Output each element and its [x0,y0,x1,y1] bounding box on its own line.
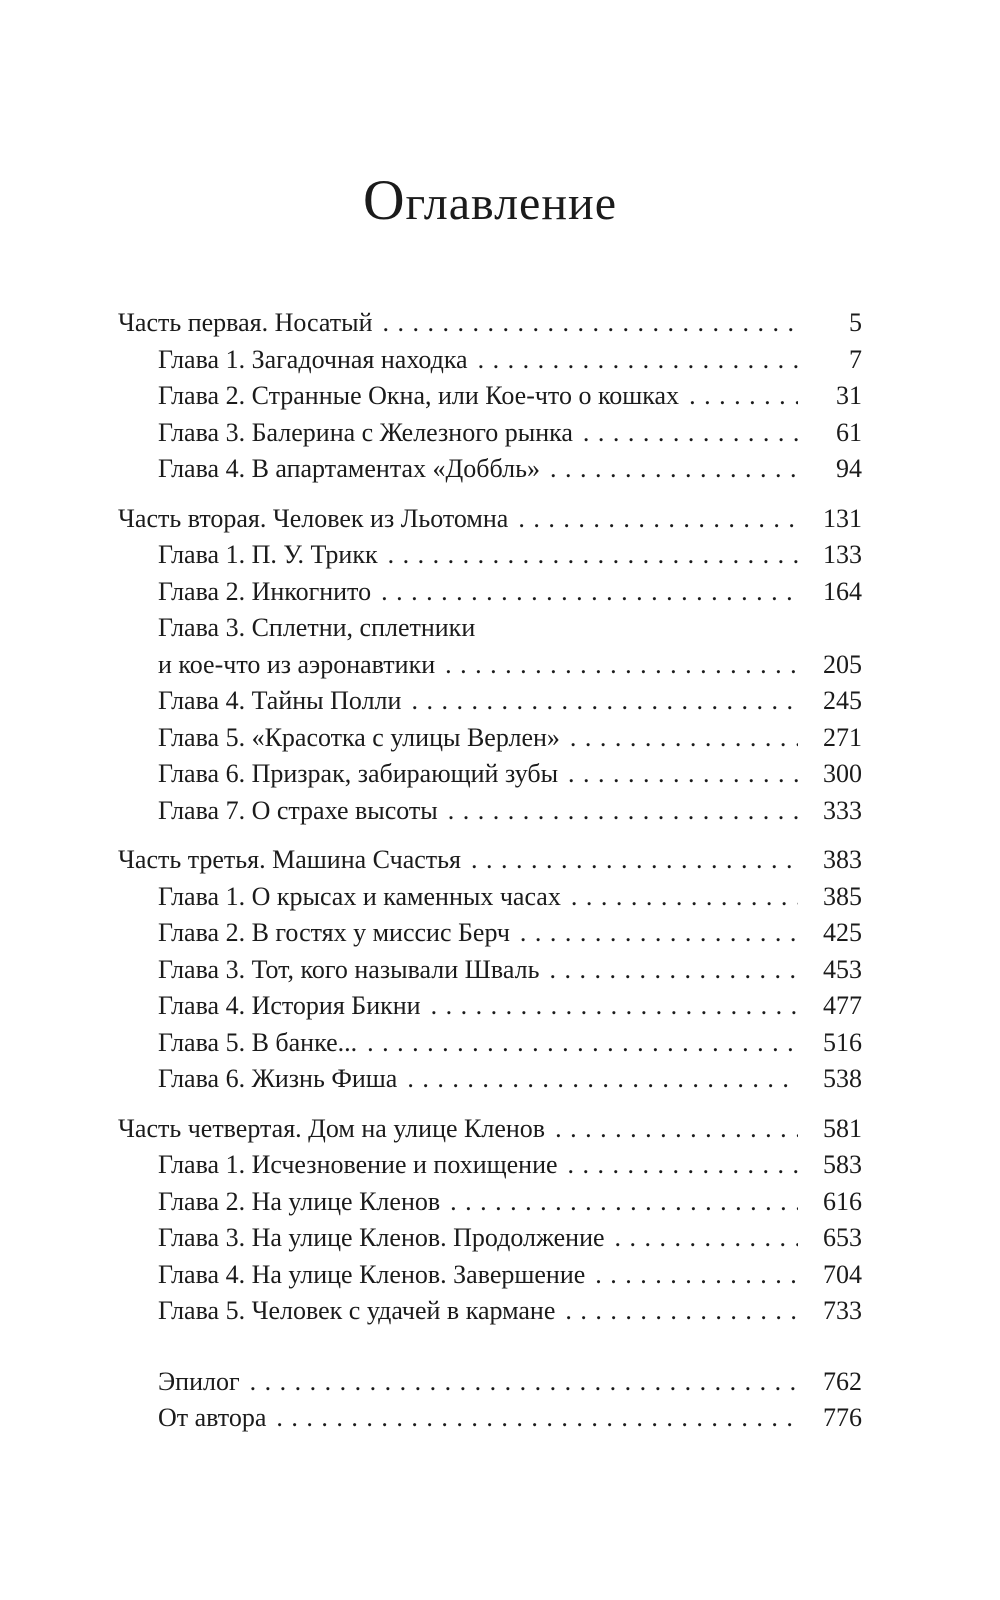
page-number: 383 [823,845,862,874]
toc-entry-title: Глава 1. Исчезновение и похищение [158,1150,558,1179]
dot-leader [583,415,798,452]
toc-chapter-row [118,720,862,757]
dot-leader [520,915,798,952]
toc-chapter-row [118,610,862,647]
dot-leader [568,756,798,793]
page-number: 271 [823,722,862,752]
toc-entry-title: Глава 2. На улице Кленов [158,1186,441,1216]
toc-entry-title: Глава 3. Сплетни, сплетники [158,613,476,642]
toc-entry-title: Часть четвертая. Дом на улице Кленов [118,1113,546,1143]
page-number: 333 [823,795,862,825]
page-title: Оглавление [362,169,618,232]
dot-leader [568,1147,798,1184]
dot-leader [549,952,798,989]
toc-chapter-row [118,451,862,488]
toc-chapter-row [118,537,862,574]
dot-leader [381,574,798,611]
page-number: 581 [823,1113,862,1143]
toc-chapter-row [118,378,862,415]
toc-chapter-row [118,915,862,952]
toc-extra-row [118,1364,862,1401]
toc-entry-title: Глава 4. На улице Кленов. Завершение [158,1259,586,1289]
toc-part-row [118,305,862,342]
dot-leader [411,683,798,720]
toc-entry-title: Глава 3. Балерина с Железного рынка [158,417,573,447]
dot-leader [615,1220,798,1257]
page-number: 164 [823,576,862,606]
toc-chapter-row [118,1184,862,1221]
dot-leader [276,1400,798,1437]
toc-chapter-row [118,1220,862,1257]
toc-chapter-row [118,1025,862,1062]
toc-entry-title: Глава 3. На улице Кленов. Продолжение [158,1223,605,1252]
page-number: 7 [849,344,862,374]
toc-entry-title: Глава 7. О страхе высоты [158,795,438,825]
toc-entry-title: Глава 5. В банке... [158,1027,358,1057]
toc-entry-title: Глава 6. Жизнь Фиша [158,1064,398,1093]
page-number: 616 [823,1186,862,1216]
toc-chapter-row [118,793,862,830]
dot-leader [565,1293,798,1330]
dot-leader [250,1364,798,1401]
dot-leader [571,879,798,916]
toc-entry-title: Глава 2. В гостях у миссис Берч [158,918,510,947]
dot-leader [478,342,798,379]
page-number: 653 [823,1223,862,1252]
toc-entry-title: Часть первая. Носатый [118,308,373,337]
toc-part-row [118,842,862,879]
page-number: 133 [823,540,862,569]
page-number: 538 [823,1064,862,1093]
dot-leader [407,1061,798,1098]
page-number: 704 [823,1259,862,1289]
toc-chapter-row [118,574,862,611]
toc-entry-title: Глава 3. Тот, кого называли Шваль [158,954,540,984]
toc-entry-title: Глава 5. «Красотка с улицы Верлен» [158,722,560,752]
page-number: 385 [823,881,862,911]
toc-chapter-row [118,342,862,379]
page-number: 453 [823,954,862,984]
toc-chapter-row [118,1257,862,1294]
dot-leader [595,1257,798,1294]
dot-leader [555,1111,798,1148]
toc-entry-title: Глава 1. О крысах и каменных часах [158,881,561,911]
page-number: 61 [836,417,862,447]
toc-chapter-row [118,1061,862,1098]
page-number: 245 [823,686,862,715]
toc-chapter-row [118,415,862,452]
toc-chapter-row [118,1147,862,1184]
toc-entry-title: Глава 2. Странные Окна, или Кое-что о кошках [158,381,680,410]
dot-leader [367,1025,798,1062]
page-number: 205 [823,649,862,679]
toc-chapter-row-continued [118,647,862,684]
toc-entry-title: Глава 4. Тайны Полли [158,686,402,715]
toc-list [118,305,862,1330]
toc-chapter-row [118,756,862,793]
toc-chapter-row [118,988,862,1025]
toc-entry-title: Глава 5. Человек с удачей в кармане [158,1296,556,1325]
dot-leader [471,842,798,879]
dot-leader [382,305,798,342]
toc-entry-title: Глава 1. П. У. Трикк [158,540,378,569]
toc-part-row [118,501,862,538]
page-number: 776 [823,1403,862,1432]
page-number: 425 [823,918,862,947]
page-number: 5 [849,308,862,337]
toc-entry-title: Глава 1. Загадочная находка [158,344,468,374]
page-number: 31 [836,381,862,410]
dot-leader [448,793,798,830]
toc-entry-title: От автора [158,1403,267,1432]
toc-entry-title: Эпилог [158,1366,240,1396]
dot-leader [550,451,798,488]
toc-entry-title: Часть вторая. Человек из Льотомна [118,503,509,533]
page-number: 733 [823,1296,862,1325]
dot-leader [445,647,798,684]
page-number: 477 [823,991,862,1020]
page-number: 300 [823,759,862,788]
dot-leader [689,378,798,415]
dot-leader [388,537,798,574]
page-number: 94 [836,454,862,483]
dot-leader [518,501,798,538]
toc-chapter-row [118,1293,862,1330]
dot-leader [450,1184,798,1221]
page-number: 762 [823,1366,862,1396]
toc-entry-title: и кое-что из аэронавтики [158,649,436,679]
toc-chapter-row [118,952,862,989]
page-number: 516 [823,1027,862,1057]
toc-entry-title: Глава 4. История Бикни [158,991,421,1020]
toc-entry-title: Глава 6. Призрак, забирающий зубы [158,759,559,788]
toc-part-row [118,1111,862,1148]
page-number: 583 [823,1150,862,1179]
toc-entry-title: Глава 4. В апартаментах «Доббль» [158,454,540,483]
page-number: 131 [823,503,862,533]
toc-chapter-row [118,879,862,916]
dot-leader [431,988,798,1025]
toc-entry-title: Глава 2. Инкогнито [158,576,372,606]
toc-extras [118,1364,862,1437]
toc-chapter-row [118,683,862,720]
dot-leader [570,720,798,757]
toc-extra-row [118,1400,862,1437]
toc-entry-title: Часть третья. Машина Счастья [118,845,461,874]
